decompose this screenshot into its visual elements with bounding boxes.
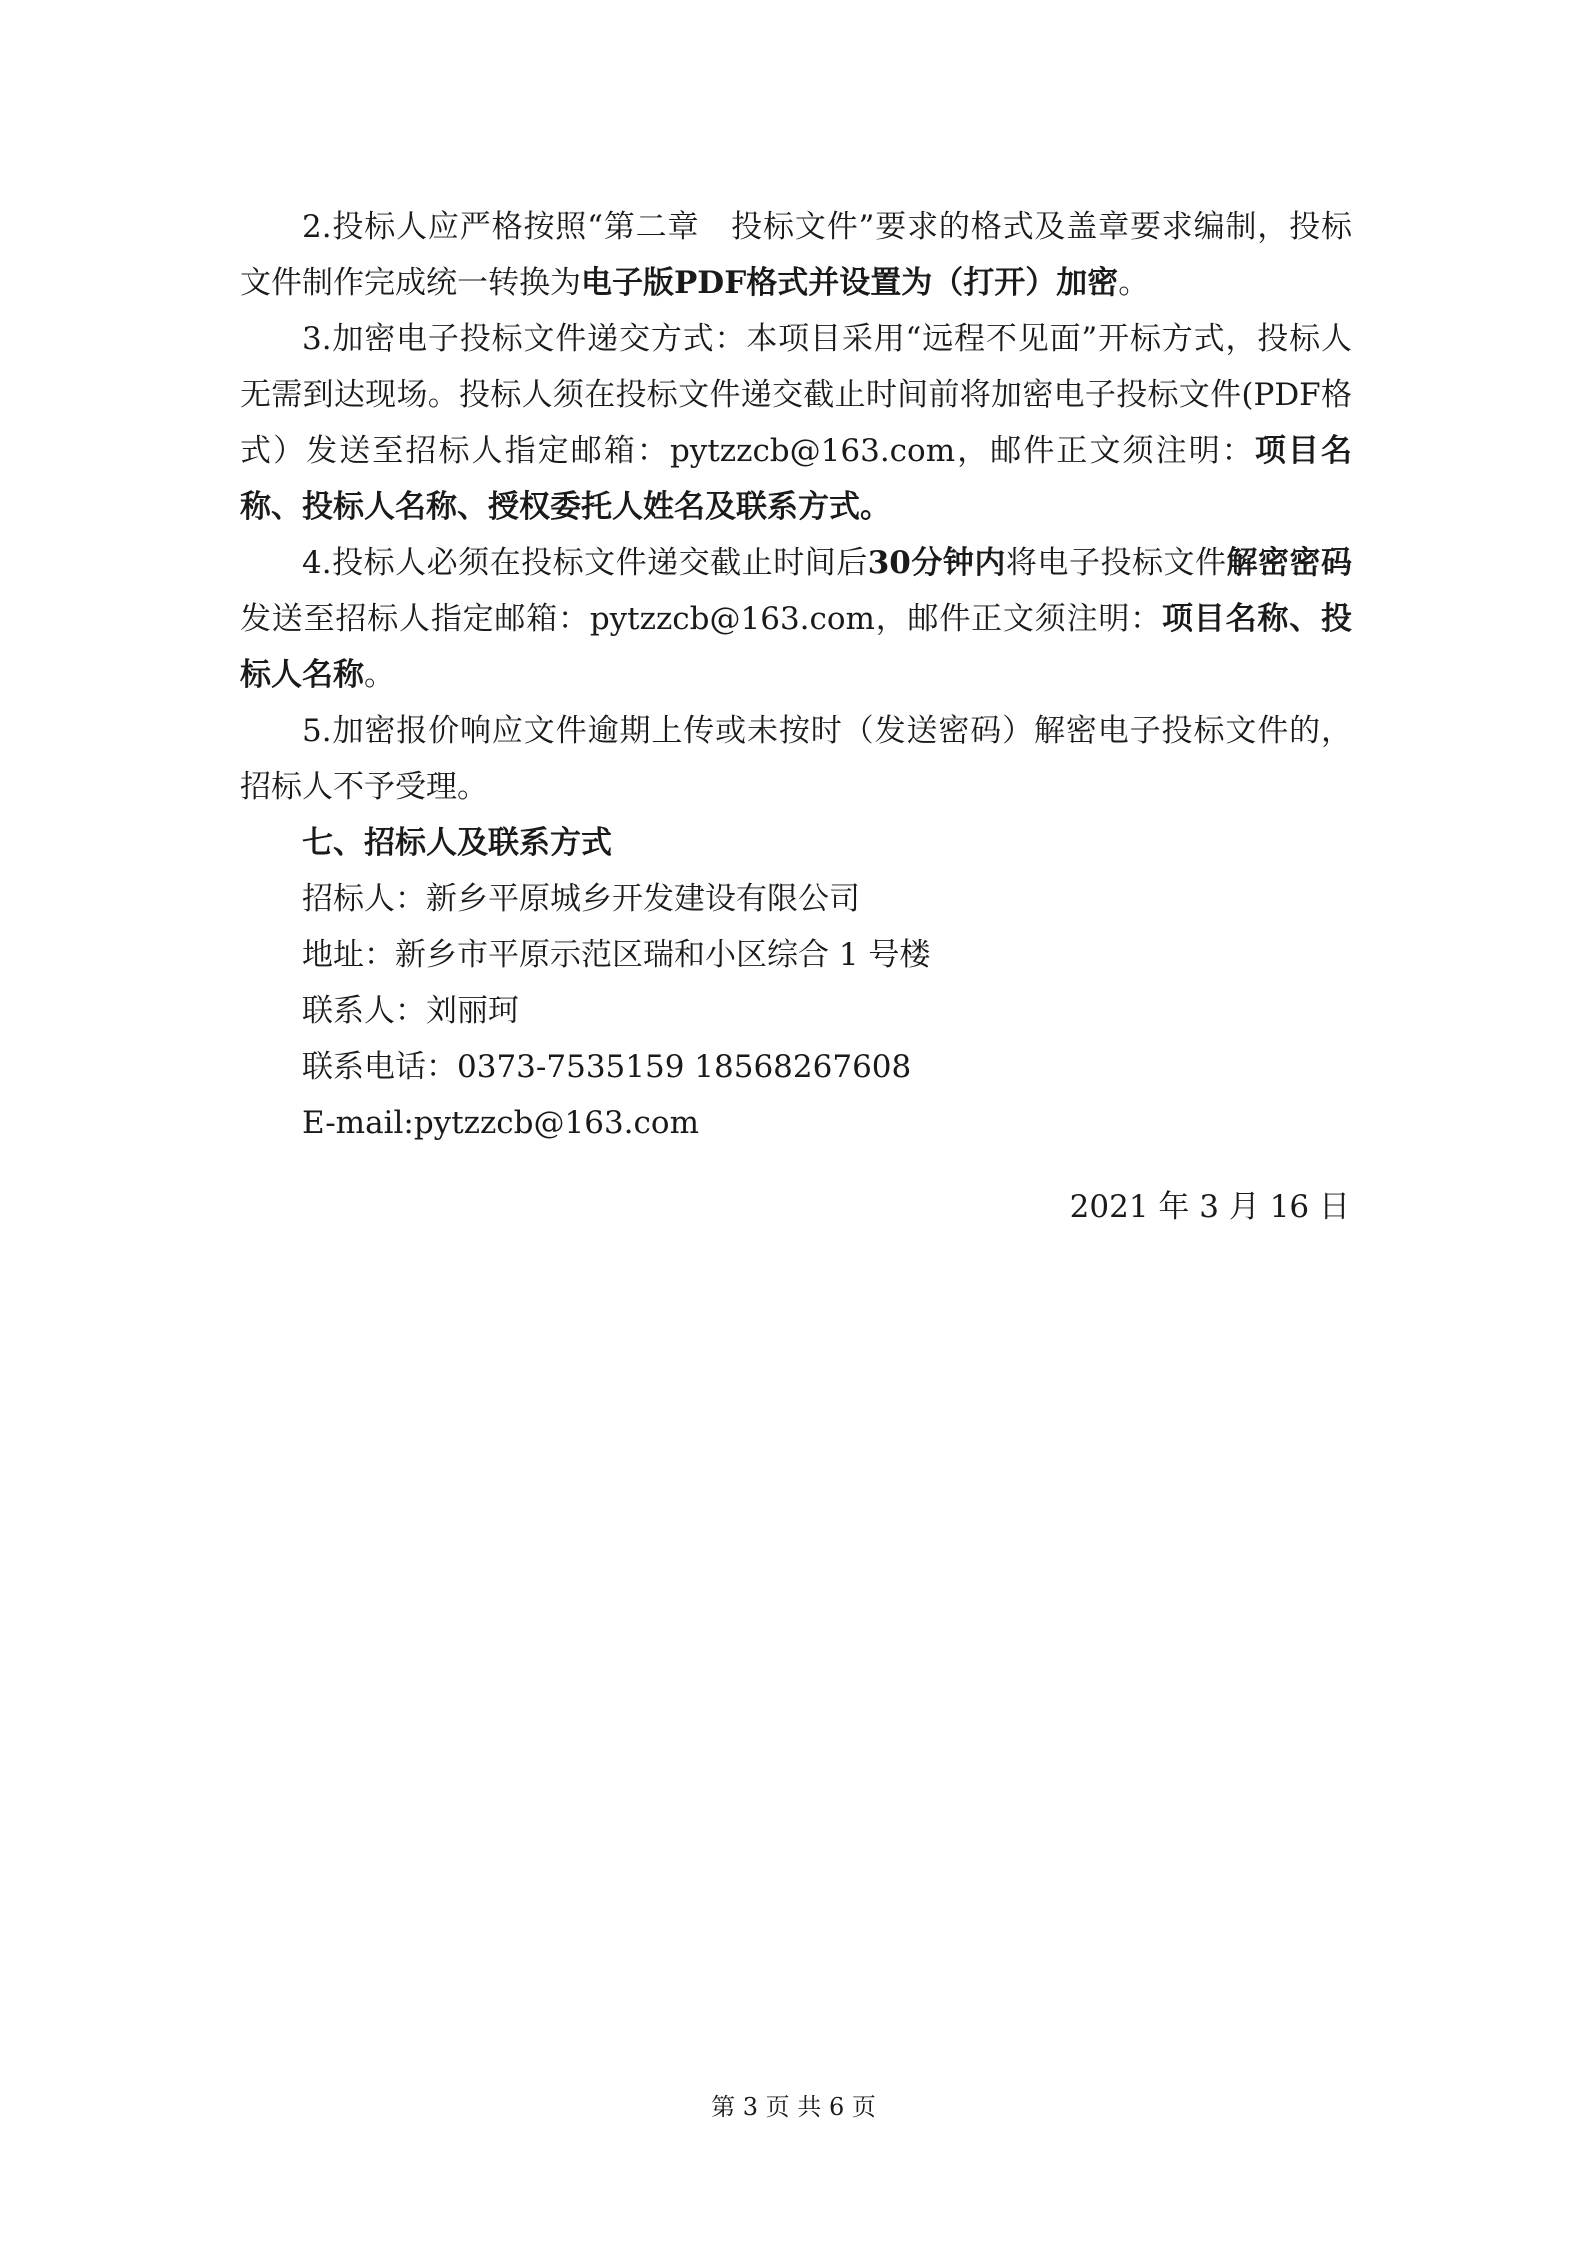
paragraph-3-text: 3.加密电子投标文件递交方式：本项目采用“远程不见面”开标方式，投标人无需到达现场。投标人须在投标文件递交截止时间前将加密电子投标文件(PDF格式）发送至招标人指定邮箱：pytzzcb@163.com，邮件正文须注明： [240, 321, 1352, 469]
paragraph-5-text: 5.加密报价响应文件逾期上传或未按时（发送密码）解密电子投标文件的，招标人不予受理。 [240, 713, 1352, 805]
paragraph-3-bold: 项目名称、投标人名称、授权委托人姓名及联系方式。 [240, 433, 1352, 525]
paragraph-4 [240, 535, 1352, 703]
paragraph-4-end: 。 [364, 657, 395, 693]
document-body [240, 199, 1352, 1235]
paragraph-4-bold-3: 项目名称、投标人名称 [240, 601, 1352, 693]
paragraph-4-bold-1: 30分钟内 [867, 545, 1006, 581]
phone-line: 联系电话：0373-7535159 18568267608 [302, 1049, 912, 1085]
paragraph-2-bold: 电子版PDF格式并设置为（打开）加密 [581, 265, 1119, 301]
document-date: 2021 年 3 月 16 日 [1069, 1189, 1350, 1225]
paragraph-2-end: 。 [1118, 265, 1150, 301]
paragraph-2 [240, 199, 1352, 311]
page-footer: 第 3 页 共 6 页 [711, 2093, 876, 2121]
paragraph-3 [240, 311, 1352, 535]
paragraph-5 [240, 703, 1352, 815]
paragraph-4-text-3: 发送至招标人指定邮箱：pytzzcb@163.com，邮件正文须注明： [240, 601, 1162, 637]
contact-person-line: 联系人：刘丽珂 [302, 993, 519, 1029]
tenderer-line: 招标人：新乡平原城乡开发建设有限公司 [302, 881, 860, 917]
section-7-heading: 七、招标人及联系方式 [302, 825, 612, 861]
paragraph-4-text-1: 4.投标人必须在投标文件递交截止时间后 [302, 545, 868, 581]
paragraph-2-text: 2.投标人应严格按照“第二章 投标文件”要求的格式及盖章要求编制，投标文件制作完成统一转换为 [240, 209, 1352, 301]
address-line: 地址：新乡市平原示范区瑞和小区综合 1 号楼 [302, 937, 931, 973]
paragraph-4-text-2: 将电子投标文件 [1005, 545, 1227, 581]
email-line: E-mail:pytzzcb@163.com [302, 1105, 699, 1141]
paragraph-4-bold-2: 解密密码 [1226, 545, 1353, 581]
